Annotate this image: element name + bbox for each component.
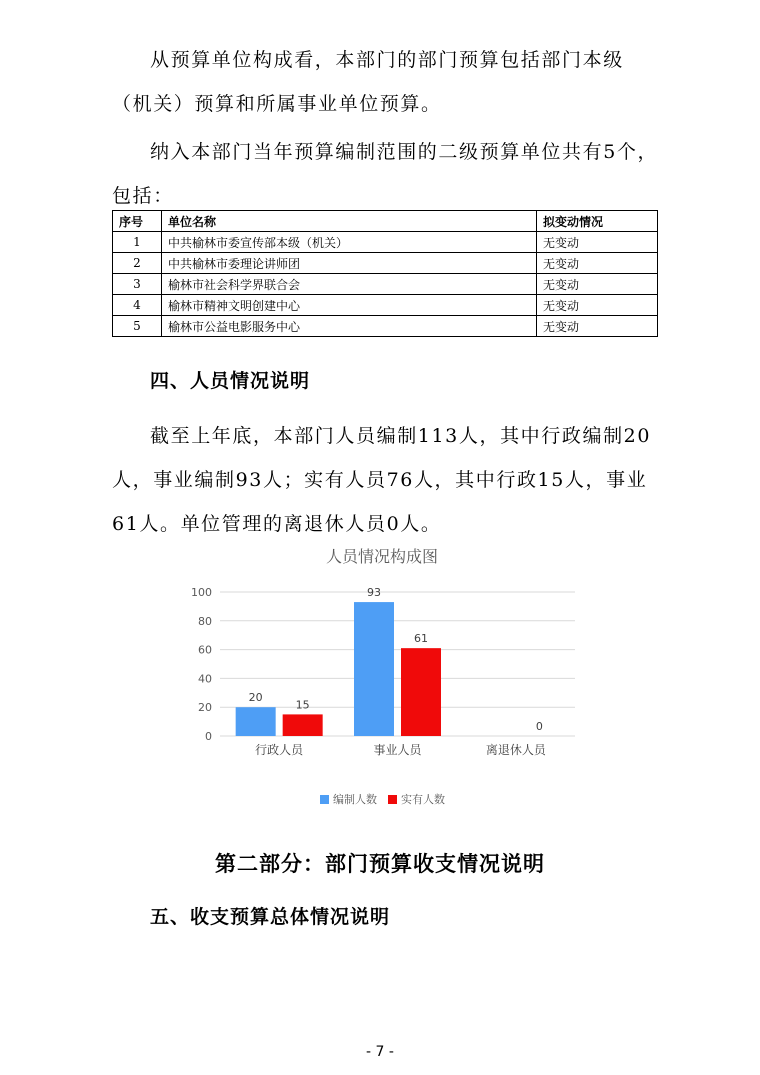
bar-value-label: 15 [295,698,310,712]
section-heading-budget: 五、收支预算总体情况说明 [150,906,391,928]
y-tick-label: 100 [191,586,212,599]
table-row [113,274,658,295]
row-no: 5 [113,316,162,337]
bar-value-label: 20 [248,691,263,705]
table-row [113,316,658,337]
y-tick-label: 20 [198,701,212,715]
legend-swatch [388,795,397,804]
y-tick-label: 60 [198,643,212,657]
legend-swatch [320,795,329,804]
table-row [113,295,658,316]
header-status: 拟变动情况 [537,211,658,232]
header-no: 序号 [113,211,162,232]
bar-value-label: 0 [535,720,543,733]
units-table [112,210,658,337]
row-status: 无变动 [537,232,658,253]
row-name: 榆林市社会科学界联合会 [162,274,537,295]
row-status: 无变动 [537,253,658,274]
bar-authorized [236,707,276,736]
page-number: - 7 - [366,1044,394,1060]
chart-bars [236,586,543,736]
row-status: 无变动 [537,274,658,295]
row-name: 榆林市公益电影服务中心 [162,316,537,337]
units-paragraph: 纳入本部门当年预算编制范围的二级预算单位共有5个，包括： [112,141,659,207]
row-no: 1 [113,232,162,253]
legend-label: 实有人数 [401,793,445,806]
intro-paragraph: 从预算单位构成看，本部门的部门预算包括部门本级（机关）预算和所属事业单位预算。 [112,49,624,115]
chart-legend [320,792,445,806]
x-tick-label: 行政人员 [255,743,304,757]
row-name: 中共榆林市委宣传部本级（机关） [162,232,537,253]
chart-title: 人员情况构成图 [325,547,439,566]
row-no: 2 [113,253,162,274]
y-tick-label: 80 [198,614,212,628]
row-name: 中共榆林市委理论讲师团 [162,253,537,274]
row-no: 4 [113,295,162,316]
table-row [113,253,658,274]
x-tick-label: 事业人员 [373,743,422,757]
legend-label: 编制人数 [333,793,377,806]
table-header-row [113,211,658,232]
y-tick-label: 0 [205,730,212,743]
x-axis-labels [255,742,547,757]
x-tick-label: 离退休人员 [485,743,546,757]
bar-actual [401,648,441,736]
row-no: 3 [113,274,162,295]
bar-authorized [354,602,394,736]
y-tick-label: 40 [198,672,212,686]
header-name: 单位名称 [162,211,537,232]
bar-actual [283,714,323,736]
row-name: 榆林市精神文明创建中心 [162,295,537,316]
bar-value-label: 93 [367,586,381,600]
bar-value-label: 61 [414,632,428,646]
row-status: 无变动 [537,295,658,316]
row-status: 无变动 [537,316,658,337]
y-axis-labels [191,586,212,743]
part-two-title: 第二部分：部门预算收支情况说明 [215,852,545,876]
personnel-chart [170,540,590,820]
section-heading-personnel: 四、人员情况说明 [150,370,311,392]
personnel-paragraph: 截至上年底，本部门人员编制113人，其中行政编制20人，事业编制93人；实有人员76人，其中行政15人，事业61人。单位管理的离退休人员0人。 [112,425,652,535]
table-row [113,232,658,253]
